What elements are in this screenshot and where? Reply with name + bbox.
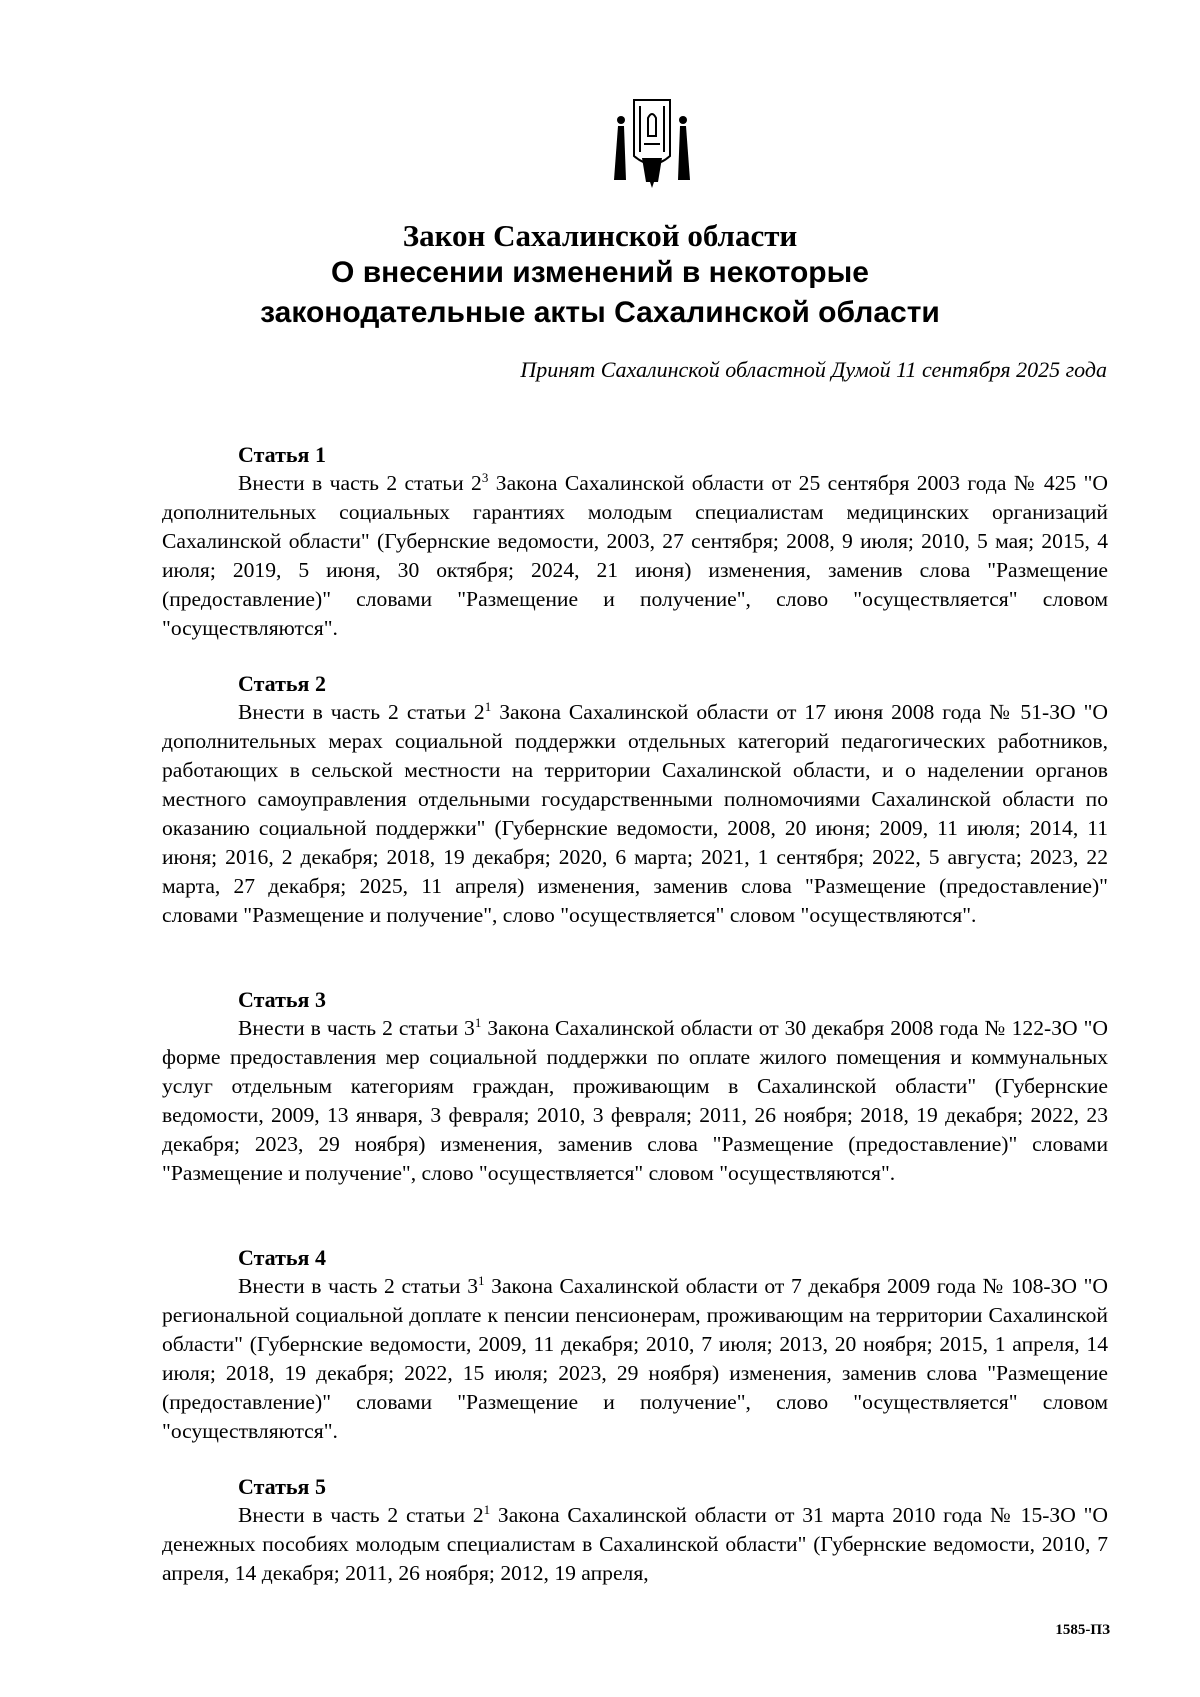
adoption-note: Принят Сахалинской областной Думой 11 сентября 2025 года [520, 357, 1107, 382]
article-heading: Статья 2 [238, 671, 326, 696]
article-text: Внести в часть 2 статьи $2^1$ Закона Сахалинской области от 31 марта 2010 года № 15-ЗО "О денежных пособиях молодым специалистам в Сахалинской области" (Губернские ведомости, 2010, 7 апреля, 14 декабря; 2011, 26 ноября; 2012, 19 апреля, [162, 1501, 1108, 1585]
law-title: Закон Сахалинской области [402, 218, 798, 253]
article-text: Внести в часть 2 статьи $3^1$ Закона Сахалинской области от 30 декабря 2008 года № 122-ЗО "О форме предоставления мер социальной поддержки по оплате жилого помещения и коммунальных услуг отдельным категориям граждан, проживающим в Сахалинской области" (Губернские ведомости, 2009, 13 января, 3 февраля; 2010, 3 февраля; 2011, 26 ноября; 2018, 19 декабря; 2022, 23 декабря; 2023, 29 ноября) изменения, заменив слова "Размещение (предоставление)" словами "Размещение и получение", слово "осуществляется" словом "осуществляются". [162, 1014, 1108, 1185]
article-text: Внести в часть 2 статьи $3^1$ Закона Сахалинской области от 7 декабря 2009 года № 108-ЗО "О региональной социальной доплате к пенсии пенсионерам, проживающим на территории Сахалинской области" (Губернские ведомости, 2009, 11 декабря; 2010, 7 июля; 2013, 20 ноября; 2015, 1 апреля, 14 июля; 2018, 19 декабря; 2022, 15 июля; 2023, 29 ноября) изменения, заменив слова "Размещение (предоставление)" словами "Размещение и получение", слово "осуществляется" словом "осуществляются". [162, 1272, 1108, 1443]
document-number: 1585-ПЗ [1055, 1622, 1110, 1638]
article-text: Внести в часть 2 статьи $2^1$ Закона Сахалинской области от 17 июня 2008 года № 51-ЗО "О дополнительных мерах социальной поддержки отдельных категорий педагогических работников, работающих в сельской местности на территории Сахалинской области, и о наделении органов местного самоуправления отдельными государственными полномочиями Сахалинской области по оказанию социальной поддержки" (Губернские ведомости, 2008, 20 июня; 2009, 11 июля; 2014, 11 июня; 2016, 2 декабря; 2018, 19 декабря; 2020, 6 марта; 2021, 1 сентября; 2022, 5 августа; 2023, 22 марта, 27 декабря; 2025, 11 апреля) изменения, заменив слова "Размещение (предоставление)" словами "Размещение и получение", слово "осуществляется" словом "осуществляются". [162, 698, 1108, 927]
article-heading: Статья 1 [238, 442, 326, 467]
article-2 [162, 669, 1108, 930]
article-3 [162, 985, 1108, 1188]
article-heading: Статья 5 [238, 1474, 326, 1499]
law-subtitle [160, 253, 1040, 333]
article-4 [162, 1243, 1108, 1446]
article-1 [162, 440, 1108, 643]
article-heading: Статья 3 [238, 987, 326, 1012]
coat-of-arms-icon [604, 96, 700, 188]
article-text: Внести в часть 2 статьи $2^3$ Закона Сахалинской области от 25 сентября 2003 года № 425 "О дополнительных социальных гарантиях молодым специалистам медицинских организаций Сахалинской области" (Губернские ведомости, 2003, 27 сентября; 2008, 9 июля; 2010, 5 мая; 2015, 4 июля; 2019, 5 июня, 30 октября; 2024, 21 июня) изменения, заменив слова "Размещение (предоставление)" словами "Размещение и получение", слово "осуществляется" словом "осуществляются". [162, 469, 1109, 640]
law-subtitle-line2: законодательные акты Сахалинской области [260, 296, 940, 329]
article-5 [162, 1472, 1108, 1588]
law-subtitle-line1: О внесении изменений в некоторые [331, 256, 869, 289]
article-heading: Статья 4 [238, 1245, 326, 1270]
